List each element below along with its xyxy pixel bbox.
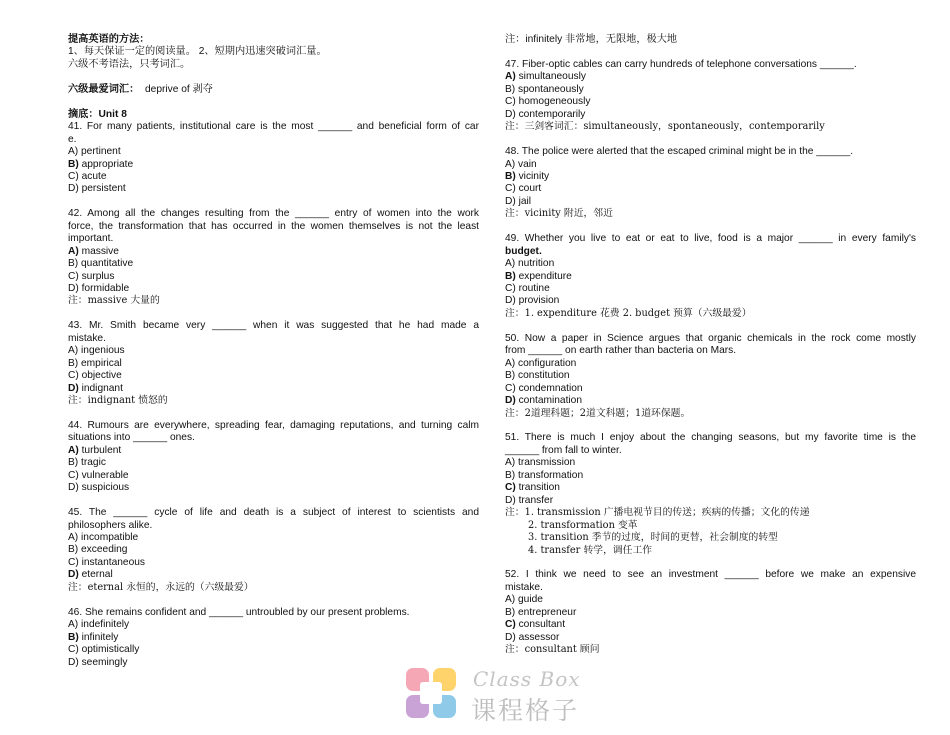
option-letter: A) bbox=[505, 357, 516, 369]
favorite-word: deprive of 剥夺 bbox=[144, 83, 213, 95]
option-text: condemnation bbox=[515, 382, 583, 394]
option-letter: A) bbox=[68, 245, 79, 257]
vocab-sub-note: 3. transition 季节的过度，时间的更替，社会制度的转型 bbox=[528, 532, 778, 544]
answer-option bbox=[505, 495, 916, 507]
tips-line: 1、每天保证一定的阅读量。 2、短期内迅速突破词汇量。 bbox=[68, 46, 327, 58]
answer-option bbox=[505, 482, 916, 494]
spacer bbox=[505, 557, 916, 569]
option-letter: D) bbox=[68, 482, 79, 494]
answer-option bbox=[68, 246, 479, 258]
answer-option bbox=[505, 271, 916, 283]
option-letter: B) bbox=[68, 158, 79, 170]
grammar-note: 六级不考语法，只考词汇。 bbox=[68, 58, 191, 70]
question-stem: 41. For many patients, institutional care is the most ______ and beneficial form of car bbox=[68, 121, 479, 133]
option-letter: B) bbox=[505, 170, 516, 182]
answer-option bbox=[68, 445, 479, 457]
option-letter: D) bbox=[505, 395, 516, 407]
vocab-sub-note: 4. transfer 转学，调任工作 bbox=[528, 544, 653, 556]
option-text: vulnerable bbox=[78, 469, 129, 481]
answer-option bbox=[68, 159, 479, 171]
answer-option bbox=[68, 146, 479, 158]
option-letter: C) bbox=[505, 482, 516, 494]
option-text: provision bbox=[515, 295, 560, 307]
option-text: appropriate bbox=[78, 158, 134, 170]
option-text: turbulent bbox=[78, 444, 122, 456]
option-letter: B) bbox=[68, 258, 79, 270]
option-text: guide bbox=[515, 594, 543, 606]
spacer bbox=[505, 221, 916, 233]
option-text: indefinitely bbox=[78, 619, 130, 631]
option-text: configuration bbox=[515, 357, 577, 369]
vocab-note: 注：eternal 永恒的，永远的（六级最爱） bbox=[68, 581, 254, 593]
answer-option bbox=[68, 358, 479, 370]
option-letter: B) bbox=[68, 631, 79, 643]
left-questions bbox=[68, 121, 479, 669]
answer-option bbox=[68, 544, 479, 556]
spacer bbox=[505, 134, 916, 146]
question-stem: from ______ on earth rather than bacteria on Mars. bbox=[505, 345, 737, 357]
question-block bbox=[68, 208, 479, 320]
question-block bbox=[505, 146, 916, 233]
option-text: assessor bbox=[515, 631, 560, 643]
answer-option bbox=[505, 84, 916, 96]
question-stem: philosophers alike. bbox=[68, 519, 153, 531]
option-letter: D) bbox=[68, 569, 79, 581]
option-text: incompatible bbox=[78, 532, 139, 544]
vocab-note: 注：1. transmission 广播电视节目的传送；疾病的传播；文化的传递 bbox=[505, 507, 810, 519]
question-block bbox=[505, 233, 916, 333]
answer-option bbox=[505, 171, 916, 183]
option-letter: D) bbox=[505, 195, 516, 207]
question-block bbox=[505, 432, 916, 569]
option-text: infinitely bbox=[78, 631, 119, 643]
option-text: transformation bbox=[515, 469, 584, 481]
option-text: spontaneously bbox=[515, 83, 584, 95]
question-block bbox=[505, 333, 916, 433]
answer-option bbox=[505, 457, 916, 469]
option-letter: C) bbox=[505, 283, 516, 295]
option-letter: C) bbox=[505, 619, 516, 631]
option-text: massive bbox=[78, 245, 119, 257]
option-letter: A) bbox=[68, 146, 79, 158]
option-text: quantitative bbox=[78, 258, 134, 270]
question-stem: important. bbox=[68, 233, 114, 245]
option-text: transmission bbox=[515, 457, 576, 469]
option-letter: B) bbox=[68, 357, 79, 369]
option-letter: A) bbox=[505, 71, 516, 83]
question-stem: 51. There is much I enjoy about the changing seasons, but my favorite time is the bbox=[505, 432, 916, 444]
spacer bbox=[68, 308, 479, 320]
answer-option bbox=[505, 96, 916, 108]
option-letter: D) bbox=[68, 183, 79, 195]
spacer bbox=[505, 320, 916, 332]
answer-option bbox=[68, 644, 479, 656]
option-letter: C) bbox=[68, 270, 79, 282]
answer-option bbox=[68, 532, 479, 544]
option-text: exceeding bbox=[78, 544, 128, 556]
vocab-note: 注：vicinity 附近，邻近 bbox=[505, 208, 613, 220]
option-text: transfer bbox=[515, 494, 554, 506]
question-block bbox=[68, 320, 479, 420]
answer-option bbox=[505, 183, 916, 195]
option-letter: A) bbox=[505, 258, 516, 270]
option-letter: A) bbox=[68, 619, 79, 631]
answer-option bbox=[505, 109, 916, 121]
question-stem: budget. bbox=[505, 245, 542, 257]
answer-option bbox=[505, 370, 916, 382]
answer-option bbox=[505, 159, 916, 171]
option-text: simultaneously bbox=[515, 71, 586, 83]
answer-option bbox=[68, 271, 479, 283]
option-text: persistent bbox=[78, 183, 126, 195]
answer-option bbox=[505, 283, 916, 295]
option-text: contemporarily bbox=[515, 108, 586, 120]
vocab-note: 注：三剑客词汇：simultaneously，spontaneously，contemporarily bbox=[505, 121, 825, 133]
option-letter: D) bbox=[505, 108, 516, 120]
answer-option bbox=[68, 383, 479, 395]
answer-option bbox=[505, 196, 916, 208]
option-text: indignant bbox=[78, 382, 123, 394]
question-stem: 49. Whether you live to eat or eat to live, food is a major ______ in every family's bbox=[505, 233, 916, 245]
question-stem: 48. The police were alerted that the escaped criminal might be in the ______. bbox=[505, 146, 854, 158]
vocab-sub-note: 2. transformation 变革 bbox=[528, 519, 638, 531]
question-block bbox=[505, 569, 916, 656]
option-letter: A) bbox=[505, 594, 516, 606]
question-stem: 46. She remains confident and ______ untroubled by our present problems. bbox=[68, 606, 410, 618]
option-text: instantaneous bbox=[78, 556, 146, 568]
answer-option bbox=[505, 594, 916, 606]
question-stem: 45. The ______ cycle of life and death is a subject of interest to scientists and bbox=[68, 507, 479, 519]
option-text: eternal bbox=[78, 569, 113, 581]
option-text: suspicious bbox=[78, 482, 130, 494]
question-stem: 44. Rumours are everywhere, spreading fear, damaging reputations, and turning calm bbox=[68, 419, 479, 431]
option-letter: C) bbox=[505, 183, 516, 195]
question-stem: situations into ______ ones. bbox=[68, 432, 195, 444]
answer-option bbox=[505, 71, 916, 83]
option-letter: B) bbox=[68, 457, 79, 469]
option-text: nutrition bbox=[515, 258, 555, 270]
option-text: acute bbox=[78, 170, 107, 182]
option-letter: A) bbox=[68, 532, 79, 544]
answer-option bbox=[68, 569, 479, 581]
option-text: ingenious bbox=[78, 345, 125, 357]
option-letter: D) bbox=[68, 656, 79, 668]
right-column bbox=[505, 34, 916, 657]
answer-option bbox=[505, 358, 916, 370]
favorite-word-line bbox=[68, 84, 479, 96]
option-letter: B) bbox=[505, 606, 516, 618]
top-note: 注：infinitely 非常地，无限地，极大地 bbox=[505, 34, 678, 45]
right-questions bbox=[505, 59, 916, 657]
option-letter: D) bbox=[68, 382, 79, 394]
spacer bbox=[68, 408, 479, 420]
question-block bbox=[505, 59, 916, 146]
option-text: empirical bbox=[78, 357, 122, 369]
option-text: pertinent bbox=[78, 146, 121, 158]
left-column bbox=[68, 34, 479, 669]
option-text: homogeneously bbox=[515, 96, 591, 108]
question-stem: ______ from fall to winter. bbox=[505, 444, 622, 456]
option-text: contamination bbox=[515, 395, 583, 407]
answer-option bbox=[68, 470, 479, 482]
option-text: entrepreneur bbox=[515, 606, 577, 618]
answer-option bbox=[68, 283, 479, 295]
option-letter: C) bbox=[505, 96, 516, 108]
answer-option bbox=[68, 258, 479, 270]
answer-option bbox=[505, 607, 916, 619]
option-letter: A) bbox=[505, 457, 516, 469]
classbox-logo-icon bbox=[405, 667, 457, 719]
option-letter: D) bbox=[68, 283, 79, 295]
option-letter: A) bbox=[505, 158, 516, 170]
option-letter: C) bbox=[68, 370, 79, 382]
question-block bbox=[68, 607, 479, 669]
question-stem: 50. Now a paper in Science argues that organic chemicals in the rock come mostly bbox=[505, 332, 916, 344]
question-stem: 52. I think we need to see an investment ______ before we make an expensive bbox=[505, 569, 916, 581]
option-text: formidable bbox=[78, 283, 130, 295]
question-stem: mistake. bbox=[68, 332, 106, 344]
option-text: expenditure bbox=[515, 270, 572, 282]
spacer bbox=[68, 196, 479, 208]
question-stem: 47. Fiber-optic cables can carry hundreds of telephone conversations ______. bbox=[505, 58, 857, 70]
answer-option bbox=[505, 619, 916, 631]
answer-option bbox=[505, 258, 916, 270]
option-letter: C) bbox=[505, 382, 516, 394]
question-stem: force, the transformation that has occurred in the women themselves is not the least bbox=[68, 220, 479, 232]
option-letter: D) bbox=[505, 295, 516, 307]
option-text: transition bbox=[515, 482, 560, 494]
option-text: vicinity bbox=[515, 170, 550, 182]
option-letter: B) bbox=[505, 370, 516, 382]
option-letter: C) bbox=[68, 644, 79, 656]
question-stem: mistake. bbox=[505, 581, 543, 593]
classbox-watermark bbox=[405, 667, 585, 725]
option-letter: C) bbox=[68, 170, 79, 182]
option-text: consultant bbox=[515, 619, 566, 631]
favorite-label: 六级最爱词汇： bbox=[68, 83, 140, 95]
watermark-chinese: 课程格子 bbox=[471, 696, 580, 725]
option-letter: B) bbox=[505, 469, 516, 481]
answer-option bbox=[68, 171, 479, 183]
option-letter: A) bbox=[68, 444, 79, 456]
option-letter: A) bbox=[68, 345, 79, 357]
vocab-note: 注：massive 大量的 bbox=[68, 295, 160, 307]
answer-option bbox=[68, 183, 479, 195]
answer-option bbox=[505, 395, 916, 407]
spacer bbox=[505, 420, 916, 432]
vocab-note: 注：1. expenditure 花费 2. budget 预算（六级最爱） bbox=[505, 307, 752, 319]
option-letter: D) bbox=[505, 494, 516, 506]
answer-option bbox=[68, 370, 479, 382]
vocab-note: 注：2道理科题；2道文科题；1道环保题。 bbox=[505, 407, 691, 419]
option-text: tragic bbox=[78, 457, 106, 469]
answer-option bbox=[505, 632, 916, 644]
option-text: surplus bbox=[78, 270, 115, 282]
option-letter: D) bbox=[505, 631, 516, 643]
spacer bbox=[68, 594, 479, 606]
watermark-english: Class Box bbox=[473, 667, 581, 691]
option-text: routine bbox=[515, 283, 550, 295]
option-text: court bbox=[515, 183, 542, 195]
answer-option bbox=[68, 632, 479, 644]
option-text: vain bbox=[515, 158, 537, 170]
option-text: seemingly bbox=[78, 656, 128, 668]
answer-option bbox=[505, 470, 916, 482]
spacer bbox=[68, 495, 479, 507]
answer-option bbox=[68, 482, 479, 494]
answer-option bbox=[505, 383, 916, 395]
option-text: constitution bbox=[515, 370, 570, 382]
vocab-note: 注：indignant 愤怒的 bbox=[68, 395, 168, 407]
answer-option bbox=[68, 457, 479, 469]
answer-option bbox=[505, 295, 916, 307]
option-text: jail bbox=[515, 195, 532, 207]
question-stem: 42. Among all the changes resulting from the ______ entry of women into the work bbox=[68, 208, 479, 220]
option-text: objective bbox=[78, 370, 122, 382]
option-letter: B) bbox=[68, 544, 79, 556]
option-letter: B) bbox=[505, 270, 516, 282]
question-stem: 43. Mr. Smith became very ______ when it was suggested that he had made a bbox=[68, 320, 479, 332]
answer-option bbox=[68, 557, 479, 569]
answer-option bbox=[68, 619, 479, 631]
answer-option bbox=[68, 345, 479, 357]
question-block bbox=[68, 121, 479, 208]
question-stem: e. bbox=[68, 133, 77, 145]
question-block bbox=[68, 420, 479, 507]
section-title: 提高英语的方法： bbox=[68, 34, 150, 45]
option-letter: C) bbox=[68, 556, 79, 568]
source-label: 摘底：Unit 8 bbox=[68, 108, 127, 120]
option-letter: C) bbox=[68, 469, 79, 481]
option-letter: B) bbox=[505, 83, 516, 95]
vocab-note: 注：consultant 顾问 bbox=[505, 644, 600, 656]
option-text: optimistically bbox=[78, 644, 140, 656]
question-block bbox=[68, 507, 479, 607]
